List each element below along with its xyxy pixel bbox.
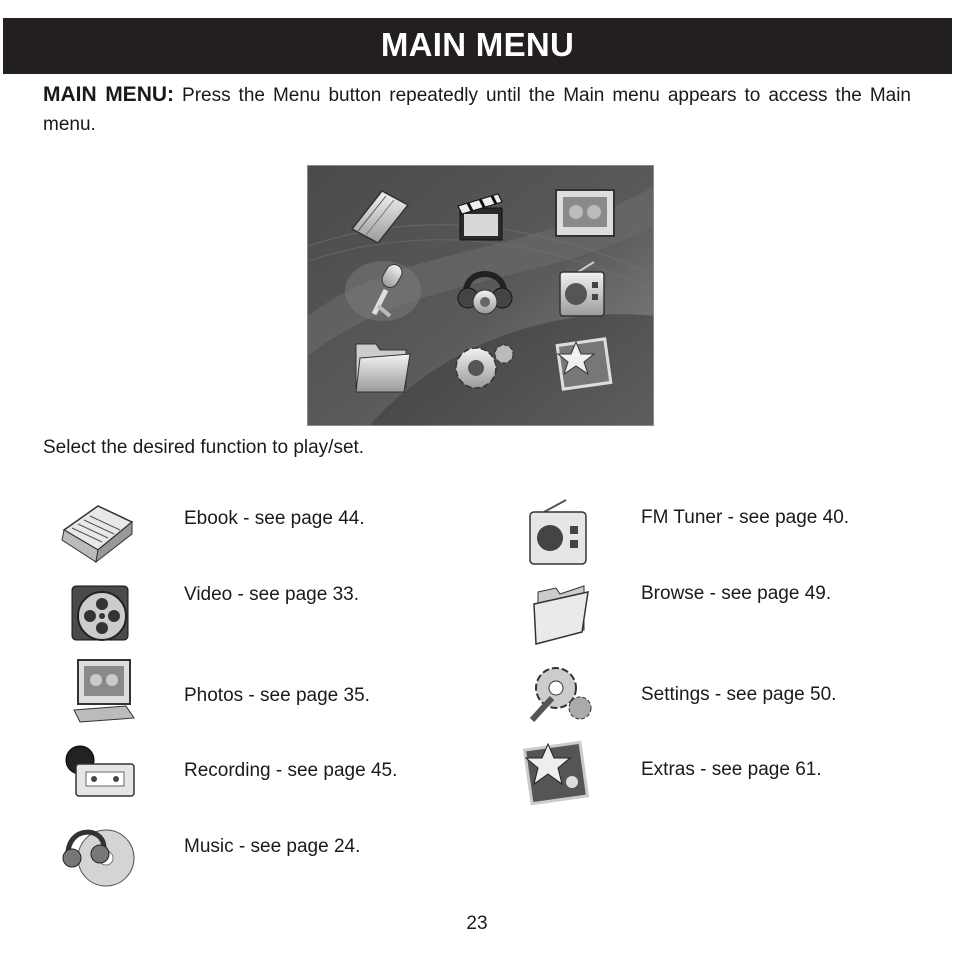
extras-star-icon (557, 339, 611, 389)
recording-mic-icon (62, 738, 138, 808)
function-label-browse: Browse - see page 49. (641, 583, 832, 604)
ebook-icon (58, 500, 134, 570)
fm-radio-icon (518, 498, 594, 568)
function-label-settings: Settings - see page 50. (641, 684, 837, 705)
picture-frame-icon (556, 190, 614, 236)
page-number: 23 (466, 913, 488, 934)
function-label-fm-tuner: FM Tuner - see page 40. (641, 507, 850, 528)
page-title: MAIN MENU (3, 18, 952, 74)
settings-gear-icon (522, 658, 598, 728)
function-label-extras: Extras - see page 61. (641, 759, 822, 780)
music-headphones-icon (62, 820, 138, 890)
intro-text: Press the Menu button repeatedly until the Main menu appears to access the Main menu. (43, 85, 912, 135)
video-reel-icon (68, 582, 144, 652)
function-label-photos: Photos - see page 35. (184, 685, 370, 706)
function-label-video: Video - see page 33. (184, 584, 360, 605)
intro-paragraph (43, 80, 911, 139)
folder-icon (356, 344, 410, 392)
photos-monitor-icon (70, 656, 146, 726)
intro-lead: MAIN MENU: (43, 83, 175, 106)
extras-star-icon (520, 738, 596, 808)
browse-folder-icon (522, 578, 598, 648)
function-label-music: Music - see page 24. (184, 836, 361, 857)
function-label-recording: Recording - see page 45. (184, 760, 398, 781)
instruction-text: Select the desired function to play/set. (43, 437, 365, 458)
function-label-ebook: Ebook - see page 44. (184, 508, 365, 529)
main-menu-screen-image (307, 165, 654, 426)
